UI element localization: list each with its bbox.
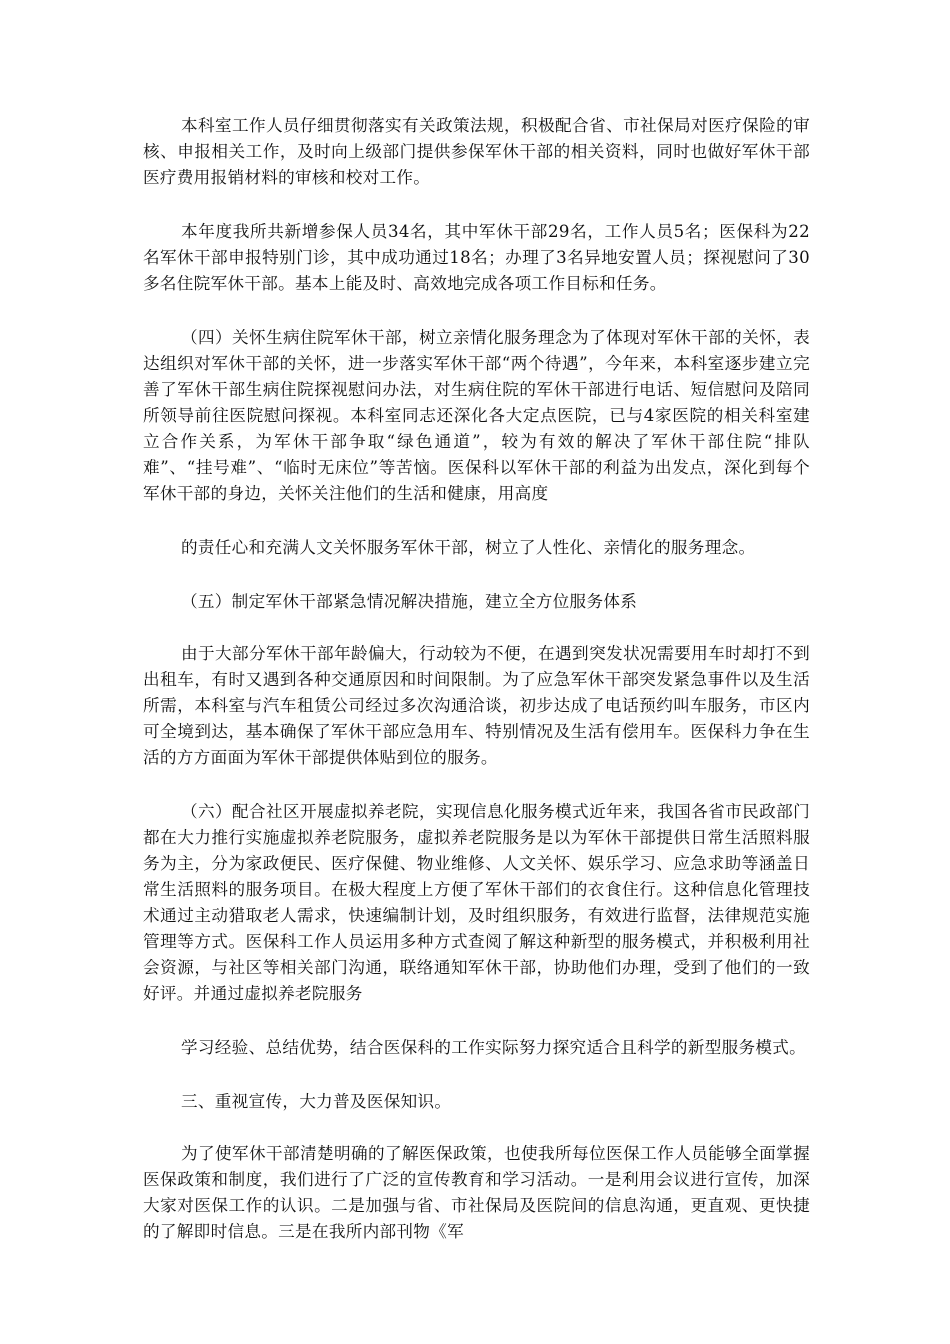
- paragraph-section-4-care: （四）关怀生病住院军休干部，树立亲情化服务理念为了体现对军休干部的关怀，表达组织对军休干部的关怀，进一步落实军休干部“两个待遇”，今年来，本科室逐步建立完善了军休干部生病住院探视慰问办法，对生病住院的军休干部进行电话、短信慰问及陪同所领导前往医院慰问探视。本科室同志还深化各大定点医院，已与4家医院的相关科室建立合作关系，为军休干部争取“绿色通道”，较为有效的解决了军休干部住院“排队难”、“挂号难”、“临时无床位”等苦恼。医保科以军休干部的利益为出发点，深化到每个军休干部的身边，关怀关注他们的生活和健康，用高度: [143, 328, 810, 503]
- paragraph-policy-review: 本科室工作人员仔细贯彻落实有关政策法规，积极配合省、市社保局对医疗保险的审核、申报相关工作，及时向上级部门提供参保军休干部的相关资料，同时也做好军休干部医疗费用报销材料的审核和校对工作。: [143, 116, 810, 187]
- heading-section-5: （五）制定军休干部紧急情况解决措施，建立全方位服务体系: [181, 592, 638, 611]
- paragraph-section-4-continued: 的责任心和充满人文关怀服务军休干部，树立了人性化、亲情化的服务理念。: [181, 538, 756, 557]
- paragraph-section-5-emergency: 由于大部分军休干部年龄偏大，行动较为不便，在遇到突发状况需要用车时却打不到出租车，有时又遇到各种交通原因和时间限制。为了应急军休干部突发紧急事件以及生活所需，本科室与汽车租赁公司经过多次沟通洽谈，初步达成了电话预约叫车服务，市区内可全境到达，基本确保了军休干部应急用车、特别情况及生活有偿用车。医保科力争在生活的方方面面为军休干部提供体贴到位的服务。: [143, 644, 810, 767]
- heading-section-3: 三、重视宣传，大力普及医保知识。: [181, 1092, 452, 1111]
- paragraph-section-6-continued: 学习经验、总结优势，结合医保科的工作实际努力探究适合且科学的新型服务模式。: [181, 1038, 807, 1057]
- paragraph-publicity: 为了使军休干部清楚明确的了解医保政策，也使我所每位医保工作人员能够全面掌握医保政策和制度，我们进行了广泛的宣传教育和学习活动。一是利用会议进行宣传，加深大家对医保工作的认识。二是加强与省、市社保局及医院间的信息沟通，更直观、更快捷的了解即时信息。三是在我所内部刊物《军: [143, 1144, 810, 1241]
- paragraph-annual-statistics: 本年度我所共新增参保人员34名，其中军休干部29名，工作人员5名；医保科为22名军休干部申报特别门诊，其中成功通过18名；办理了3名异地安置人员；探视慰问了30多名住院军休干部。基本上能及时、高效地完成各项工作目标和任务。: [143, 222, 810, 293]
- paragraph-section-6-virtual-care: （六）配合社区开展虚拟养老院，实现信息化服务模式近年来，我国各省市民政部门都在大力推行实施虚拟养老院服务，虚拟养老院服务是以为军休干部提供日常生活照料服务为主，分为家政便民、医疗保健、物业维修、人文关怀、娱乐学习、应急求助等涵盖日常生活照料的服务项目。在极大程度上方便了军休干部们的衣食住行。这种信息化管理技术通过主动猎取老人需求，快速编制计划，及时组织服务，有效进行监督，法律规范实施管理等方式。医保科工作人员运用多种方式查阅了解这种新型的服务模式，并积极利用社会资源，与社区等相关部门沟通，联络通知军休干部，协助他们办理，受到了他们的一致好评。并通过虚拟养老院服务: [143, 802, 810, 1003]
